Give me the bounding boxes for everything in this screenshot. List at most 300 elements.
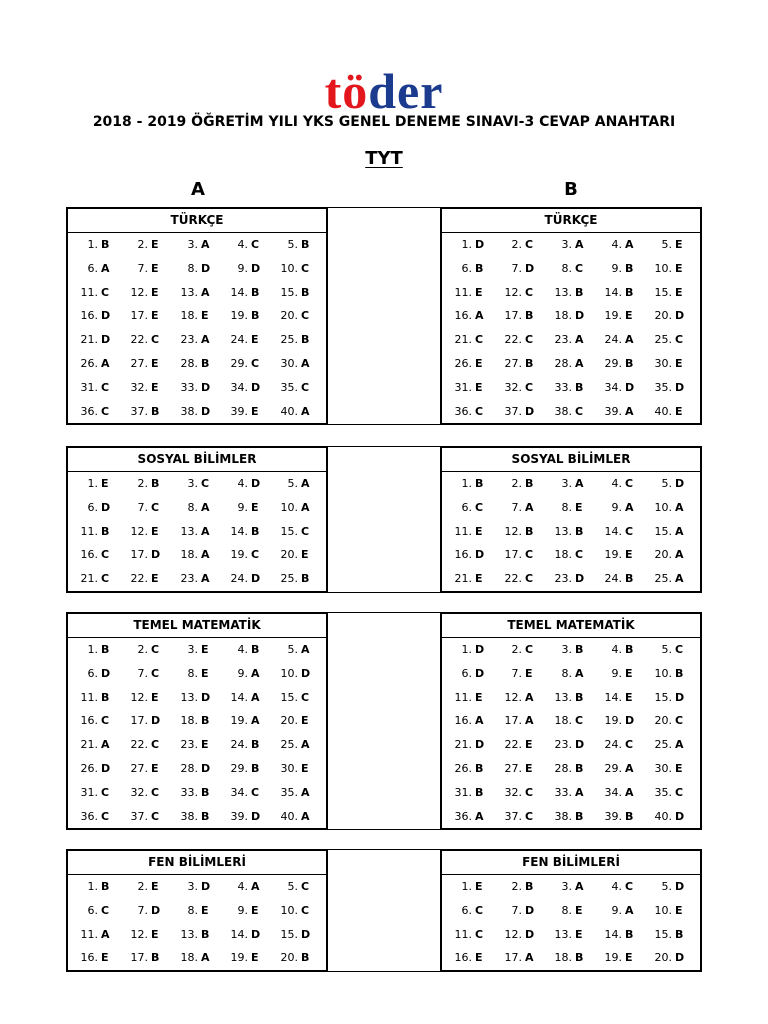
answer-letter: D bbox=[101, 500, 111, 514]
answer-letter: D bbox=[525, 404, 535, 418]
answer-cell bbox=[546, 638, 596, 662]
question-number: 38. bbox=[180, 809, 198, 823]
question-number: 25. bbox=[280, 738, 298, 752]
answer-letter: D bbox=[151, 548, 161, 562]
answer-letter: B bbox=[625, 356, 634, 370]
answer-cell bbox=[72, 733, 122, 757]
answer-letter: A bbox=[251, 690, 260, 704]
answer-letter: E bbox=[675, 285, 683, 299]
answer-cell bbox=[72, 709, 122, 733]
question-number: 24. bbox=[604, 738, 622, 752]
answer-cell bbox=[172, 328, 222, 352]
answer-cell bbox=[272, 662, 322, 686]
question-number: 6. bbox=[87, 903, 98, 917]
answer-cell bbox=[72, 376, 122, 400]
answer-cell bbox=[546, 709, 596, 733]
answer-cell bbox=[222, 805, 272, 829]
answer-letter: C bbox=[151, 500, 160, 514]
answer-letter: D bbox=[251, 477, 261, 490]
answer-letter: C bbox=[151, 643, 160, 656]
answer-cell bbox=[596, 567, 646, 591]
answer-cell bbox=[172, 281, 222, 305]
answer-letter: A bbox=[301, 500, 310, 514]
question-number: 33. bbox=[554, 380, 572, 394]
answer-letter: B bbox=[575, 524, 584, 538]
question-number: 31. bbox=[454, 380, 472, 394]
answer-cell bbox=[122, 472, 172, 496]
answer-letter: A bbox=[675, 548, 684, 562]
question-number: 33. bbox=[554, 785, 572, 799]
answer-cell bbox=[272, 304, 322, 328]
answer-cell bbox=[72, 472, 122, 496]
answer-cell bbox=[496, 496, 546, 520]
question-number: 3. bbox=[187, 880, 198, 893]
answer-letter: C bbox=[301, 524, 310, 538]
question-number: 1. bbox=[87, 238, 98, 251]
question-number: 11. bbox=[80, 285, 98, 299]
answer-letter: B bbox=[575, 809, 584, 823]
answer-letter: C bbox=[675, 333, 684, 347]
answer-letter: A bbox=[475, 714, 484, 728]
answer-letter: E bbox=[201, 643, 209, 656]
answer-cell bbox=[546, 781, 596, 805]
question-number: 18. bbox=[180, 548, 198, 562]
answer-letter: A bbox=[201, 333, 210, 347]
answer-letter: A bbox=[301, 356, 310, 370]
answer-cell bbox=[646, 400, 696, 424]
answer-letter: E bbox=[101, 477, 109, 490]
question-number: 18. bbox=[554, 548, 572, 562]
answer-letter: E bbox=[625, 951, 633, 965]
question-number: 39. bbox=[230, 404, 248, 418]
answer-cell bbox=[222, 638, 272, 662]
question-number: 37. bbox=[130, 404, 148, 418]
question-number: 13. bbox=[180, 927, 198, 941]
answer-letter: A bbox=[201, 548, 210, 562]
answer-cell bbox=[646, 709, 696, 733]
answer-letter: E bbox=[151, 261, 159, 275]
question-number: 19. bbox=[230, 714, 248, 728]
section-title: TÜRKÇE bbox=[68, 209, 326, 233]
question-number: 22. bbox=[130, 333, 148, 347]
question-number: 9. bbox=[611, 500, 622, 514]
answer-letter: E bbox=[201, 738, 209, 752]
answer-letter: D bbox=[675, 809, 685, 823]
question-number: 29. bbox=[604, 356, 622, 370]
answer-cell bbox=[646, 662, 696, 686]
question-number: 10. bbox=[280, 666, 298, 680]
answer-table-a-3 bbox=[66, 612, 328, 830]
answer-cell bbox=[72, 638, 122, 662]
question-number: 16. bbox=[454, 714, 472, 728]
question-number: 28. bbox=[180, 356, 198, 370]
question-number: 1. bbox=[87, 477, 98, 490]
question-number: 8. bbox=[187, 500, 198, 514]
answer-letter: A bbox=[201, 524, 210, 538]
answer-letter: D bbox=[201, 261, 211, 275]
answer-letter: A bbox=[575, 333, 584, 347]
answer-letter: C bbox=[151, 738, 160, 752]
answer-letter: D bbox=[525, 927, 535, 941]
answer-letter: E bbox=[675, 404, 683, 418]
answer-cell bbox=[496, 805, 546, 829]
question-number: 1. bbox=[461, 477, 472, 490]
question-number: 8. bbox=[561, 903, 572, 917]
answer-cell bbox=[496, 543, 546, 567]
answer-cell bbox=[646, 257, 696, 281]
answer-table-b-4 bbox=[440, 849, 702, 972]
answer-letter: A bbox=[301, 738, 310, 752]
answer-letter: E bbox=[675, 903, 683, 917]
question-number: 4. bbox=[237, 238, 248, 251]
answer-cell bbox=[222, 352, 272, 376]
answer-letter: D bbox=[475, 548, 485, 562]
answer-letter: E bbox=[201, 309, 209, 323]
answer-cell bbox=[172, 946, 222, 970]
answer-letter: A bbox=[101, 356, 110, 370]
answer-cell bbox=[546, 757, 596, 781]
section-title: SOSYAL BİLİMLER bbox=[68, 448, 326, 472]
answer-letter: E bbox=[475, 572, 483, 586]
answer-letter: B bbox=[525, 356, 534, 370]
logo-part-blue: der bbox=[368, 63, 444, 119]
question-number: 17. bbox=[130, 714, 148, 728]
question-number: 9. bbox=[237, 903, 248, 917]
answer-letter: D bbox=[475, 738, 485, 752]
answer-cell bbox=[446, 638, 496, 662]
answer-cell bbox=[272, 946, 322, 970]
question-number: 22. bbox=[130, 738, 148, 752]
answer-cell bbox=[596, 709, 646, 733]
question-number: 16. bbox=[80, 714, 98, 728]
answer-cell bbox=[172, 496, 222, 520]
answer-cell bbox=[122, 875, 172, 899]
question-number: 16. bbox=[80, 951, 98, 965]
answers-grid bbox=[68, 233, 326, 423]
question-number: 10. bbox=[280, 500, 298, 514]
answer-cell bbox=[122, 304, 172, 328]
exam-type bbox=[0, 148, 768, 170]
question-number: 4. bbox=[611, 238, 622, 251]
answer-cell bbox=[646, 281, 696, 305]
answer-letter: B bbox=[251, 761, 260, 775]
section-title: FEN BİLİMLERİ bbox=[68, 851, 326, 875]
answer-letter: A bbox=[101, 261, 110, 275]
answer-cell bbox=[496, 281, 546, 305]
question-number: 13. bbox=[180, 524, 198, 538]
answer-letter: B bbox=[101, 880, 110, 893]
question-number: 21. bbox=[80, 572, 98, 586]
answer-letter: A bbox=[625, 761, 634, 775]
answer-letter: C bbox=[251, 785, 260, 799]
document-title: 2018 - 2019 ÖĞRETİM YILI YKS GENEL DENEME SINAVI-3 CEVAP ANAHTARI bbox=[92, 114, 676, 130]
answer-cell bbox=[446, 923, 496, 947]
answers-grid bbox=[442, 233, 700, 423]
question-number: 6. bbox=[461, 261, 472, 275]
answer-cell bbox=[222, 496, 272, 520]
answers-grid bbox=[442, 472, 700, 591]
answer-cell bbox=[122, 400, 172, 424]
question-number: 13. bbox=[554, 285, 572, 299]
answer-letter: E bbox=[151, 380, 159, 394]
answer-letter: C bbox=[675, 714, 684, 728]
question-number: 23. bbox=[554, 333, 572, 347]
question-number: 12. bbox=[504, 690, 522, 704]
question-number: 18. bbox=[554, 951, 572, 965]
question-number: 2. bbox=[137, 477, 148, 490]
question-number: 31. bbox=[80, 785, 98, 799]
question-number: 20. bbox=[280, 714, 298, 728]
answer-cell bbox=[272, 899, 322, 923]
answer-letter: D bbox=[625, 714, 635, 728]
answer-cell bbox=[72, 899, 122, 923]
answer-cell bbox=[72, 686, 122, 710]
question-number: 4. bbox=[237, 477, 248, 490]
answer-cell bbox=[496, 567, 546, 591]
question-number: 35. bbox=[654, 380, 672, 394]
question-number: 19. bbox=[604, 309, 622, 323]
question-number: 17. bbox=[504, 951, 522, 965]
question-number: 14. bbox=[604, 285, 622, 299]
answer-cell bbox=[222, 304, 272, 328]
answer-cell bbox=[122, 805, 172, 829]
question-number: 38. bbox=[554, 404, 572, 418]
answer-letter: A bbox=[525, 714, 534, 728]
answer-letter: E bbox=[625, 548, 633, 562]
answer-cell bbox=[446, 400, 496, 424]
question-number: 26. bbox=[80, 356, 98, 370]
answer-letter: E bbox=[675, 761, 683, 775]
answer-letter: E bbox=[201, 903, 209, 917]
answer-cell bbox=[172, 472, 222, 496]
answer-letter: D bbox=[675, 477, 685, 490]
answer-letter: E bbox=[151, 572, 159, 586]
answer-letter: B bbox=[575, 761, 584, 775]
question-number: 2. bbox=[137, 643, 148, 656]
question-number: 23. bbox=[180, 572, 198, 586]
question-number: 9. bbox=[237, 500, 248, 514]
question-number: 24. bbox=[604, 572, 622, 586]
question-number: 2. bbox=[511, 880, 522, 893]
question-number: 14. bbox=[604, 927, 622, 941]
answer-cell bbox=[546, 304, 596, 328]
answer-letter: B bbox=[301, 951, 310, 965]
exam-type-label: TYT bbox=[365, 148, 403, 169]
question-number: 12. bbox=[130, 285, 148, 299]
question-number: 23. bbox=[554, 572, 572, 586]
answer-letter: E bbox=[475, 524, 483, 538]
question-number: 11. bbox=[80, 524, 98, 538]
answer-cell bbox=[646, 781, 696, 805]
question-number: 16. bbox=[80, 309, 98, 323]
answer-cell bbox=[546, 281, 596, 305]
question-number: 8. bbox=[187, 261, 198, 275]
table-connector bbox=[328, 849, 440, 972]
answer-cell bbox=[122, 281, 172, 305]
answer-cell bbox=[446, 733, 496, 757]
answer-letter: D bbox=[675, 951, 685, 965]
question-number: 7. bbox=[511, 666, 522, 680]
answer-cell bbox=[446, 662, 496, 686]
question-number: 17. bbox=[504, 548, 522, 562]
answer-letter: C bbox=[525, 809, 534, 823]
answer-letter: A bbox=[675, 738, 684, 752]
answer-letter: B bbox=[575, 285, 584, 299]
answer-letter: C bbox=[525, 785, 534, 799]
answer-cell bbox=[446, 304, 496, 328]
answer-letter: C bbox=[301, 690, 310, 704]
answer-cell bbox=[446, 543, 496, 567]
answer-letter: A bbox=[575, 785, 584, 799]
answer-letter: E bbox=[151, 880, 159, 893]
answer-cell bbox=[222, 709, 272, 733]
question-number: 14. bbox=[230, 524, 248, 538]
question-number: 5. bbox=[661, 477, 672, 490]
answer-cell bbox=[172, 400, 222, 424]
answer-letter: C bbox=[675, 643, 684, 656]
answer-letter: D bbox=[251, 572, 261, 586]
question-number: 24. bbox=[604, 333, 622, 347]
question-number: 10. bbox=[654, 666, 672, 680]
answer-cell bbox=[496, 304, 546, 328]
answer-cell bbox=[446, 899, 496, 923]
answer-letter: C bbox=[525, 380, 534, 394]
answer-letter: B bbox=[251, 309, 260, 323]
answer-cell bbox=[596, 875, 646, 899]
question-number: 17. bbox=[130, 548, 148, 562]
question-number: 13. bbox=[554, 524, 572, 538]
answer-letter: A bbox=[675, 572, 684, 586]
answer-letter: C bbox=[151, 666, 160, 680]
question-number: 23. bbox=[180, 333, 198, 347]
answer-cell bbox=[546, 496, 596, 520]
question-number: 28. bbox=[180, 761, 198, 775]
answer-letter: C bbox=[475, 404, 484, 418]
question-number: 27. bbox=[130, 356, 148, 370]
answer-letter: B bbox=[575, 690, 584, 704]
answer-letter: A bbox=[625, 903, 634, 917]
question-number: 12. bbox=[130, 524, 148, 538]
answer-letter: E bbox=[251, 333, 259, 347]
answer-letter: E bbox=[675, 356, 683, 370]
answer-letter: C bbox=[575, 714, 584, 728]
question-number: 5. bbox=[287, 477, 298, 490]
answer-cell bbox=[596, 733, 646, 757]
answer-cell bbox=[222, 400, 272, 424]
answer-cell bbox=[122, 781, 172, 805]
answer-letter: B bbox=[625, 261, 634, 275]
answer-letter: C bbox=[251, 548, 260, 562]
answer-letter: E bbox=[301, 548, 309, 562]
table-connector bbox=[328, 446, 440, 593]
answer-cell bbox=[646, 946, 696, 970]
answer-letter: C bbox=[675, 785, 684, 799]
question-number: 5. bbox=[661, 643, 672, 656]
question-number: 9. bbox=[237, 666, 248, 680]
answer-letter: D bbox=[101, 333, 111, 347]
question-number: 21. bbox=[454, 572, 472, 586]
answers-grid bbox=[68, 875, 326, 970]
answer-letter: C bbox=[625, 880, 634, 893]
question-number: 25. bbox=[280, 333, 298, 347]
question-number: 21. bbox=[454, 738, 472, 752]
answer-cell bbox=[272, 543, 322, 567]
answer-cell bbox=[596, 400, 646, 424]
answer-letter: E bbox=[625, 666, 633, 680]
answer-letter: B bbox=[475, 785, 484, 799]
answer-letter: A bbox=[101, 738, 110, 752]
answer-letter: D bbox=[201, 690, 211, 704]
answer-letter: C bbox=[251, 238, 260, 251]
answer-letter: D bbox=[151, 714, 161, 728]
question-number: 5. bbox=[661, 880, 672, 893]
question-number: 25. bbox=[654, 333, 672, 347]
question-number: 1. bbox=[461, 880, 472, 893]
answer-cell bbox=[546, 543, 596, 567]
question-number: 13. bbox=[554, 690, 572, 704]
answer-letter: E bbox=[251, 903, 259, 917]
answer-letter: E bbox=[575, 903, 583, 917]
answer-cell bbox=[446, 352, 496, 376]
answer-letter: C bbox=[475, 333, 484, 347]
answer-letter: A bbox=[101, 927, 110, 941]
answer-letter: E bbox=[151, 285, 159, 299]
answer-cell bbox=[596, 923, 646, 947]
answer-cell bbox=[272, 376, 322, 400]
answer-letter: B bbox=[625, 927, 634, 941]
question-number: 25. bbox=[280, 572, 298, 586]
question-number: 7. bbox=[137, 666, 148, 680]
question-number: 34. bbox=[604, 380, 622, 394]
answer-letter: A bbox=[201, 500, 210, 514]
answer-cell bbox=[496, 400, 546, 424]
answer-cell bbox=[646, 805, 696, 829]
answer-letter: E bbox=[301, 714, 309, 728]
answer-table-b-2 bbox=[440, 446, 702, 593]
question-number: 1. bbox=[87, 880, 98, 893]
answer-cell bbox=[546, 472, 596, 496]
question-number: 15. bbox=[654, 927, 672, 941]
answer-cell bbox=[272, 567, 322, 591]
answer-cell bbox=[446, 757, 496, 781]
answer-cell bbox=[222, 733, 272, 757]
answer-cell bbox=[222, 520, 272, 544]
answer-letter: A bbox=[201, 951, 210, 965]
answer-cell bbox=[546, 662, 596, 686]
answer-letter: A bbox=[625, 404, 634, 418]
section-title: TEMEL MATEMATİK bbox=[442, 614, 700, 638]
answer-letter: A bbox=[675, 500, 684, 514]
answer-cell bbox=[72, 281, 122, 305]
answer-letter: C bbox=[101, 548, 110, 562]
answer-cell bbox=[172, 781, 222, 805]
answer-cell bbox=[546, 400, 596, 424]
answer-cell bbox=[596, 472, 646, 496]
question-number: 11. bbox=[80, 690, 98, 704]
booklet-a-label: A bbox=[191, 179, 205, 200]
answer-letter: C bbox=[625, 524, 634, 538]
question-number: 18. bbox=[554, 309, 572, 323]
answer-letter: C bbox=[525, 572, 534, 586]
answer-cell bbox=[172, 662, 222, 686]
answer-cell bbox=[496, 257, 546, 281]
question-number: 40. bbox=[280, 404, 298, 418]
answer-letter: E bbox=[251, 404, 259, 418]
answer-cell bbox=[172, 543, 222, 567]
answer-cell bbox=[646, 543, 696, 567]
answer-letter: B bbox=[251, 738, 260, 752]
answer-letter: D bbox=[675, 690, 685, 704]
